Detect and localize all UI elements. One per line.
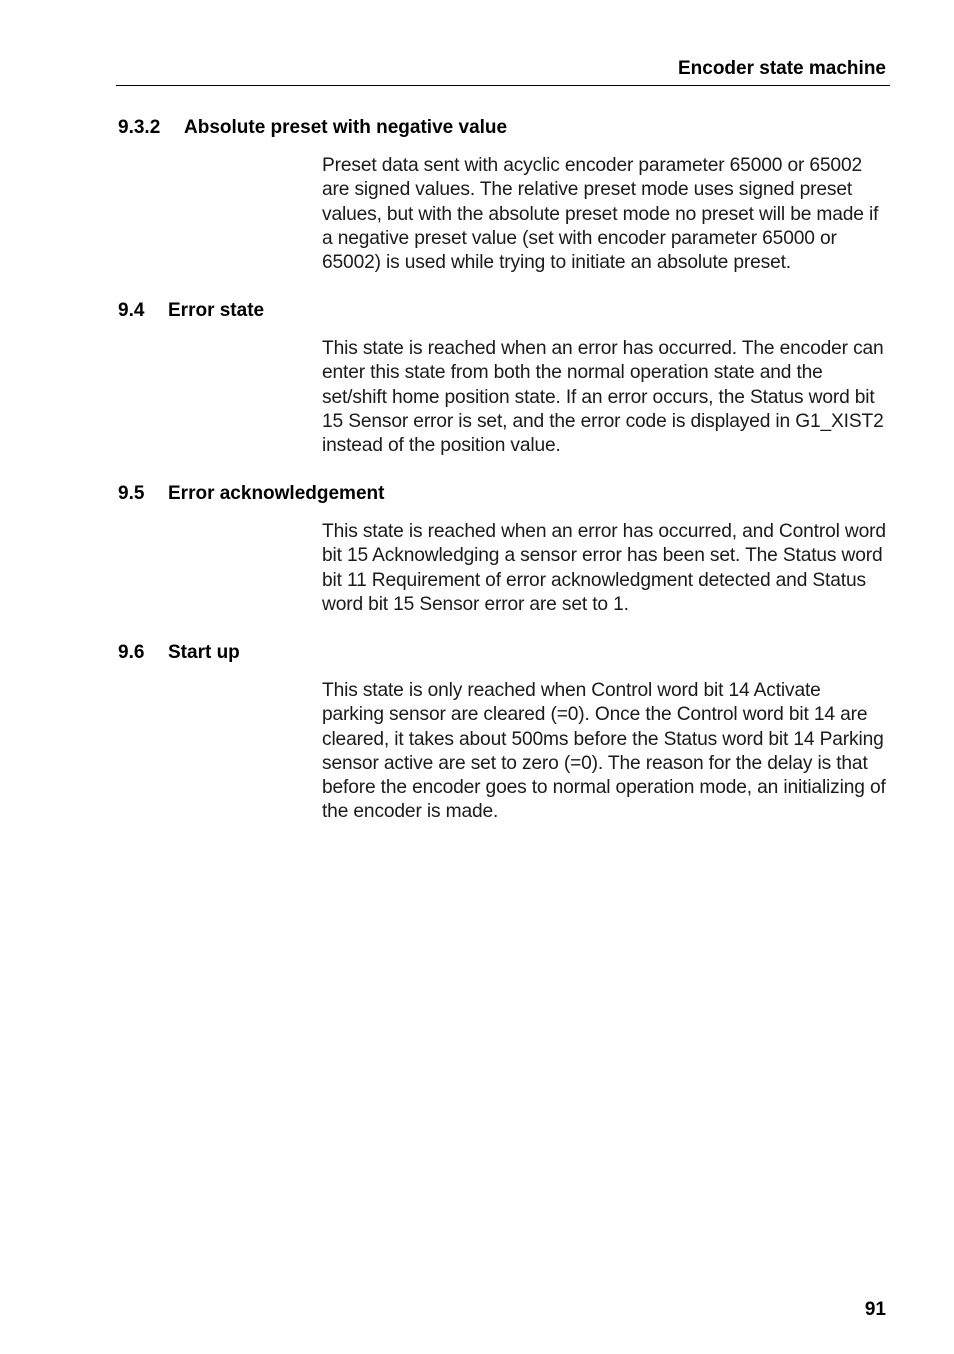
section-heading bbox=[118, 642, 240, 664]
page-number: 91 bbox=[864, 1299, 886, 1320]
section-body: This state is reached when an error has occurred. The encoder can enter this state from both the normal operation state and the set/shift home position state. If an error occurs, the Status word bit 15 Sensor error is set, and the error code is displayed in G1_XIST2 instead of the position value. bbox=[322, 338, 884, 457]
section-number: 9.6 bbox=[118, 642, 145, 663]
section-heading bbox=[118, 117, 507, 139]
section-number: 9.4 bbox=[118, 300, 145, 321]
section-title: Absolute preset with negative value bbox=[184, 117, 508, 138]
section-title: Error state bbox=[168, 300, 265, 321]
section-body: Preset data sent with acyclic encoder parameter 65000 or 65002 are signed values. The relative preset mode uses signed preset values, but with the absolute preset mode no preset will be made if a negative preset value (set with encoder parameter 65000 or 65002) is used while trying to initiate an absolute preset. bbox=[322, 155, 879, 274]
section-number: 9.3.2 bbox=[118, 117, 161, 138]
section-heading bbox=[118, 300, 264, 322]
section-title: Start up bbox=[168, 642, 240, 663]
section-body: This state is reached when an error has occurred, and Control word bit 15 Acknowledging a sensor error has been set. The Status word bit 11 Requirement of error acknowledgment detected and Status word bit 15 Sensor error are set to 1. bbox=[322, 521, 886, 615]
section-body: This state is only reached when Control word bit 14 Activate parking sensor are cleared (=0). Once the Control word bit 14 are cleared, it takes about 500ms before the Status word bit 14 Parking sensor active are set to zero (=0). The reason for the delay is that before the encoder goes to normal operation mode, an initializing of the encoder is made. bbox=[322, 680, 886, 823]
running-header bbox=[116, 56, 890, 86]
section-heading bbox=[118, 483, 384, 505]
section-number: 9.5 bbox=[118, 483, 145, 504]
section-title: Error acknowledgement bbox=[168, 483, 385, 504]
running-header-title: Encoder state machine bbox=[677, 58, 886, 79]
